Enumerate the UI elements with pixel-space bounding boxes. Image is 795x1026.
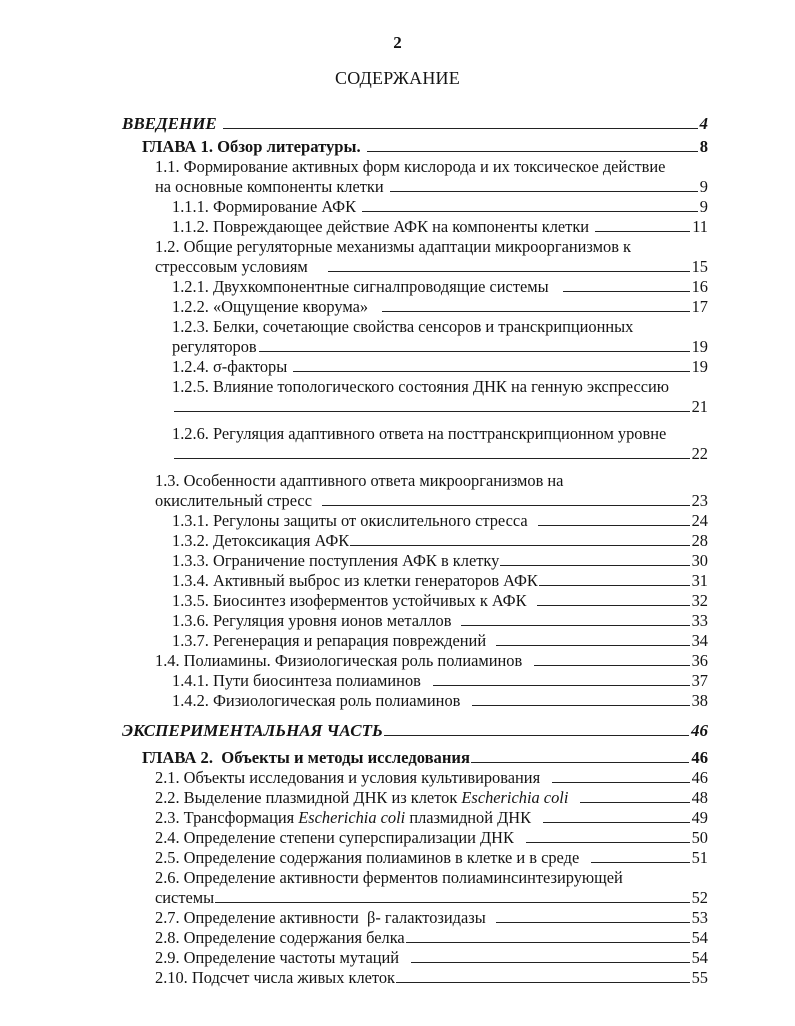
- toc-entry-label: 1.4.2. Физиологическая роль полиаминов: [172, 691, 461, 710]
- leader-line: [471, 762, 689, 763]
- leader-line: [293, 371, 689, 372]
- toc-entry-2-1[interactable]: [155, 768, 708, 788]
- toc-entry-1-3-1[interactable]: [172, 511, 708, 531]
- toc-page-number: 28: [691, 531, 708, 550]
- toc-entry-label: 2.9. Определение частоты мутаций: [155, 948, 400, 967]
- toc-page-number: 4: [699, 114, 708, 133]
- leader-line: [580, 802, 689, 803]
- toc-page-number: 46: [691, 721, 708, 740]
- toc-page-number: 54: [691, 928, 708, 947]
- toc-page-number: 19: [691, 337, 708, 356]
- leader-line: [406, 942, 690, 943]
- leader-line: [433, 685, 690, 686]
- toc-entry-1-2-1[interactable]: [172, 277, 708, 297]
- leader-line: [174, 458, 690, 459]
- toc-page-number: 22: [691, 444, 708, 463]
- toc-page-number: 8: [699, 137, 708, 156]
- toc-entry-1-3-6[interactable]: [172, 611, 708, 631]
- toc-page-number: 32: [691, 591, 708, 610]
- toc-entry-label: 1.3.3. Ограничение поступления АФК в клетку: [172, 551, 500, 570]
- toc-page-number: 33: [691, 611, 708, 630]
- leader-line: [543, 822, 690, 823]
- toc-entry-label: 2.7. Определение активности β- галактозидазы: [155, 908, 486, 927]
- leader-line: [367, 151, 698, 152]
- toc-entry-label: 1.2.3. Белки, сочетающие свойства сенсоров и транскрипционных: [172, 317, 634, 336]
- toc-entry-1-2[interactable]: [155, 237, 708, 277]
- toc-entry-2-8[interactable]: [155, 928, 708, 948]
- toc-page-number: 31: [691, 571, 708, 590]
- toc-entry-label: 1.3. Особенности адаптивного ответа микроорганизмов на: [155, 471, 564, 490]
- toc-page-number: 17: [691, 297, 708, 316]
- leader-line: [496, 645, 690, 646]
- leader-line: [563, 291, 690, 292]
- leader-line: [328, 271, 690, 272]
- toc-entry-label: 1.3.7. Регенерация и репарация повреждений: [172, 631, 487, 650]
- species-name: Escherichia coli: [461, 788, 569, 807]
- species-name: Escherichia coli: [298, 808, 406, 827]
- toc-page-number: 46: [691, 768, 708, 787]
- leader-line: [382, 311, 689, 312]
- toc-entry-label-cont: регуляторов: [172, 337, 257, 356]
- toc-entry-label: ВВЕДЕНИЕ: [122, 114, 217, 133]
- toc-entry-1-2-6[interactable]: [172, 424, 708, 464]
- page-number: 2: [393, 33, 402, 52]
- toc-page-number: 11: [692, 217, 708, 236]
- toc-page-number: 38: [691, 691, 708, 710]
- toc-entry-2-6[interactable]: [155, 868, 708, 908]
- toc-entry-label: 2.10. Подсчет числа живых клеток: [155, 968, 396, 987]
- toc-entry-label: ЭКСПЕРИМЕНТАЛЬНАЯ ЧАСТЬ: [122, 721, 383, 740]
- leader-line: [411, 962, 690, 963]
- leader-line: [350, 545, 689, 546]
- leader-line: [591, 862, 689, 863]
- toc-entry-label: 2.1. Объекты исследования и условия культивирования: [155, 768, 541, 787]
- leader-line: [390, 191, 698, 192]
- toc-page-number: 30: [691, 551, 708, 570]
- toc-entry-1-1-2[interactable]: [172, 217, 708, 237]
- toc-entry-label: 1.4.1. Пути биосинтеза полиаминов: [172, 671, 421, 690]
- leader-line: [384, 735, 689, 736]
- toc-entry-1-4[interactable]: [155, 651, 708, 671]
- toc-entry-label: 2.5. Определение содержания полиаминов в клетке и в среде: [155, 848, 580, 867]
- toc-page-number: 19: [691, 357, 708, 376]
- toc-entry-introduction[interactable]: [122, 112, 708, 134]
- toc-entry-label-cont: системы: [155, 888, 215, 907]
- toc-page-number: 50: [691, 828, 708, 847]
- toc-entry-label-cont: окислительный стресс: [155, 491, 312, 510]
- toc-entry-1-3-2[interactable]: [172, 531, 708, 551]
- toc-entry-2-5[interactable]: [155, 848, 708, 868]
- leader-line: [461, 625, 689, 626]
- toc-entry-label: 1.3.1. Регулоны защиты от окислительного стресса: [172, 511, 528, 530]
- leader-line: [362, 211, 698, 212]
- toc-page-number: 21: [691, 397, 708, 416]
- leader-line: [496, 922, 690, 923]
- toc-entry-1-1[interactable]: [155, 157, 708, 197]
- leader-line: [396, 982, 690, 983]
- leader-line: [537, 605, 690, 606]
- toc-entry-label: 1.2.6. Регуляция адаптивного ответа на посттранскрипционном уровне: [172, 424, 667, 443]
- toc-page-number: 34: [691, 631, 708, 650]
- leader-line: [526, 842, 690, 843]
- leader-line: [259, 351, 690, 352]
- toc-entry-1-3-3[interactable]: [172, 551, 708, 571]
- toc-page-number: 9: [699, 197, 708, 216]
- toc-entry-label: 2.4. Определение степени суперспирализации ДНК: [155, 828, 514, 847]
- toc-entry-1-3-4[interactable]: [172, 571, 708, 591]
- toc-entry-label: 2.8. Определение содержания белка: [155, 928, 405, 947]
- toc-entry-label: ГЛАВА 1. Обзор литературы.: [142, 137, 361, 156]
- toc-page-number: 46: [691, 748, 708, 767]
- toc-page-number: 55: [691, 968, 708, 987]
- toc-entry-label: 1.1. Формирование активных форм кислорода и их токсическое действие: [155, 157, 666, 176]
- toc-entry-chapter-1[interactable]: [142, 137, 708, 157]
- toc-entry-label: 1.4. Полиамины. Физиологическая роль полиаминов: [155, 651, 523, 670]
- leader-line: [223, 128, 698, 129]
- leader-line: [174, 411, 690, 412]
- toc-entry-label: ГЛАВА 2. Объекты и методы исследования: [142, 748, 470, 767]
- toc-entry-label: 1.3.4. Активный выброс из клетки генераторов АФК: [172, 571, 538, 590]
- leader-line: [595, 231, 690, 232]
- toc-entry-label: 1.2.5. Влияние топологического состояния ДНК на генную экспрессию: [172, 377, 670, 396]
- leader-line: [322, 505, 690, 506]
- leader-line: [215, 902, 689, 903]
- leader-line: [539, 585, 690, 586]
- toc-page-number: 24: [691, 511, 708, 530]
- leader-line: [552, 782, 690, 783]
- toc-entry-2-7[interactable]: [155, 908, 708, 928]
- toc-page-number: 36: [691, 651, 708, 670]
- leader-line: [500, 565, 689, 566]
- toc-entry-2-9[interactable]: [155, 948, 708, 968]
- toc-page-number: 52: [691, 888, 708, 907]
- toc-entry-2-3[interactable]: [155, 808, 708, 828]
- toc-page-number: 54: [691, 948, 708, 967]
- toc-entry-1-4-2[interactable]: [172, 691, 708, 711]
- leader-line: [472, 705, 689, 706]
- toc-entry-label: 1.2.1. Двухкомпонентные сигналпроводящие системы: [172, 277, 549, 296]
- page-title: СОДЕРЖАНИЕ: [335, 68, 460, 88]
- toc-page-number: 15: [691, 257, 708, 276]
- toc-entry-chapter-2[interactable]: [142, 748, 708, 768]
- toc-entry-label: 1.3.2. Детоксикация АФК: [172, 531, 350, 550]
- toc-entry-label-cont: на основные компоненты клетки: [155, 177, 384, 196]
- toc-page-number: 51: [691, 848, 708, 867]
- toc-entry-1-3-5[interactable]: [172, 591, 708, 611]
- toc-entry-1-4-1[interactable]: [172, 671, 708, 691]
- leader-line: [534, 665, 689, 666]
- leader-line: [538, 525, 690, 526]
- toc-entry-1-2-3[interactable]: [172, 317, 708, 357]
- toc-entry-label: 1.2.4. σ-факторы: [172, 357, 288, 376]
- toc-entry-1-1-1[interactable]: [172, 197, 708, 217]
- toc-entry-1-2-4[interactable]: [172, 357, 708, 377]
- toc-entry-2-10[interactable]: [155, 968, 708, 988]
- toc-entry-label: 1.1.1. Формирование АФК: [172, 197, 357, 216]
- toc-page-number: 49: [691, 808, 708, 827]
- toc-entry-1-2-2[interactable]: [172, 297, 708, 317]
- toc-entry-label: 2.6. Определение активности ферментов полиаминсинтезирующей: [155, 868, 623, 887]
- toc-entry-label-cont: стрессовым условиям: [155, 257, 308, 276]
- toc-entry-label: 1.3.5. Биосинтез изоферментов устойчивых к АФК: [172, 591, 527, 610]
- toc-entry-label: 2.3. Трансформация Escherichia coli плазмидной ДНК: [155, 808, 532, 827]
- toc-page-number: 23: [691, 491, 708, 510]
- toc-entry-label: 2.2. Выделение плазмидной ДНК из клеток Escherichia coli: [155, 788, 569, 807]
- toc-entry-1-3[interactable]: [155, 471, 708, 511]
- toc-page-number: 9: [699, 177, 708, 196]
- toc-page-number: 16: [691, 277, 708, 296]
- toc-page-number: 48: [691, 788, 708, 807]
- toc-entry-label: 1.1.2. Повреждающее действие АФК на компоненты клетки: [172, 217, 590, 236]
- toc-entry-experimental-part[interactable]: [122, 719, 708, 741]
- toc-page-number: 53: [691, 908, 708, 927]
- toc-entry-label: 1.3.6. Регуляция уровня ионов металлов: [172, 611, 452, 630]
- toc-entry-2-4[interactable]: [155, 828, 708, 848]
- toc-page-number: 37: [691, 671, 708, 690]
- toc-entry-1-3-7[interactable]: [172, 631, 708, 651]
- toc-entry-1-2-5[interactable]: [172, 377, 708, 417]
- toc-entry-label: 1.2.2. «Ощущение кворума»: [172, 297, 369, 316]
- table-of-contents: [0, 112, 795, 988]
- toc-entry-label: 1.2. Общие регуляторные механизмы адаптации микроорганизмов к: [155, 237, 631, 256]
- toc-entry-2-2[interactable]: [155, 788, 708, 808]
